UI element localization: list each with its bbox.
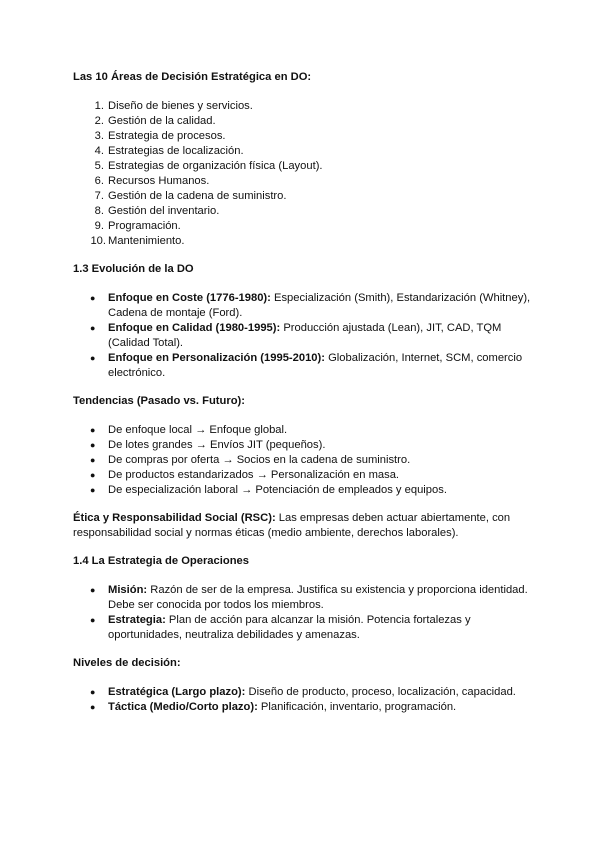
list-item: ● Enfoque en Calidad (1980-1995): Producción ajustada (Lean), JIT, CAD, TQM (Calidad Total). xyxy=(90,322,502,349)
list-item: 5. Estrategias de organización física (Layout). xyxy=(94,160,323,172)
list-item: ● De productos estandarizados → Personalización en masa. xyxy=(90,469,400,481)
niveles-heading: Niveles de decisión: xyxy=(73,657,181,669)
areas-list xyxy=(73,99,543,249)
tendencias-heading: Tendencias (Pasado vs. Futuro): xyxy=(73,395,245,407)
list-item: ● De enfoque local → Enfoque global. xyxy=(90,424,288,436)
list-item: 8. Gestión del inventario. xyxy=(94,205,220,217)
list-item: ● Estratégica (Largo plazo): Diseño de producto, proceso, localización, capacidad. xyxy=(90,686,516,698)
estrategia-heading: 1.4 La Estrategia de Operaciones xyxy=(73,555,249,567)
list-item: ● De lotes grandes → Envíos JIT (pequeños). xyxy=(90,439,326,451)
list-item: ● Misión: Razón de ser de la empresa. Justifica su existencia y proporciona identidad. Debe ser conocida por todos los miembros. xyxy=(90,584,528,611)
estrategia-list xyxy=(73,583,543,643)
niveles-list xyxy=(73,685,543,715)
tendencias-list xyxy=(73,423,543,498)
etica-paragraph: Ética y Responsabilidad Social (RSC): Las empresas deben actuar abiertamente, con responsabilidad social y normas éticas (medio ambiente, derechos laborales). xyxy=(73,512,511,539)
list-item: ● Enfoque en Personalización (1995-2010): Globalización, Internet, SCM, comercio electrónico. xyxy=(90,352,523,379)
list-item: ● Táctica (Medio/Corto plazo): Planificación, inventario, programación. xyxy=(90,701,457,713)
list-item: 9. Programación. xyxy=(94,220,181,232)
evolucion-heading: 1.3 Evolución de la DO xyxy=(73,263,194,275)
list-item: 6. Recursos Humanos. xyxy=(94,175,210,187)
list-item: ● De especialización laboral → Potenciación de empleados y equipos. xyxy=(90,484,447,496)
list-item: ● Estrategia: Plan de acción para alcanzar la misión. Potencia fortalezas y oportunidades, neutraliza debilidades y amenazas. xyxy=(90,614,471,641)
evolucion-list xyxy=(73,291,543,381)
list-item: 2. Gestión de la calidad. xyxy=(94,115,216,127)
list-item: 7. Gestión de la cadena de suministro. xyxy=(94,190,287,202)
list-item: ● Enfoque en Coste (1776-1980): Especialización (Smith), Estandarización (Whitney), Cadena de montaje (Ford). xyxy=(90,292,531,319)
list-item: 4. Estrategias de localización. xyxy=(94,145,244,157)
list-item: 10. Mantenimiento. xyxy=(90,235,185,247)
list-item: 1. Diseño de bienes y servicios. xyxy=(94,100,253,112)
list-item: ● De compras por oferta → Socios en la cadena de suministro. xyxy=(90,454,411,466)
areas-heading: Las 10 Áreas de Decisión Estratégica en DO: xyxy=(73,71,312,83)
list-item: 3. Estrategia de procesos. xyxy=(94,130,226,142)
document-content xyxy=(73,70,543,715)
